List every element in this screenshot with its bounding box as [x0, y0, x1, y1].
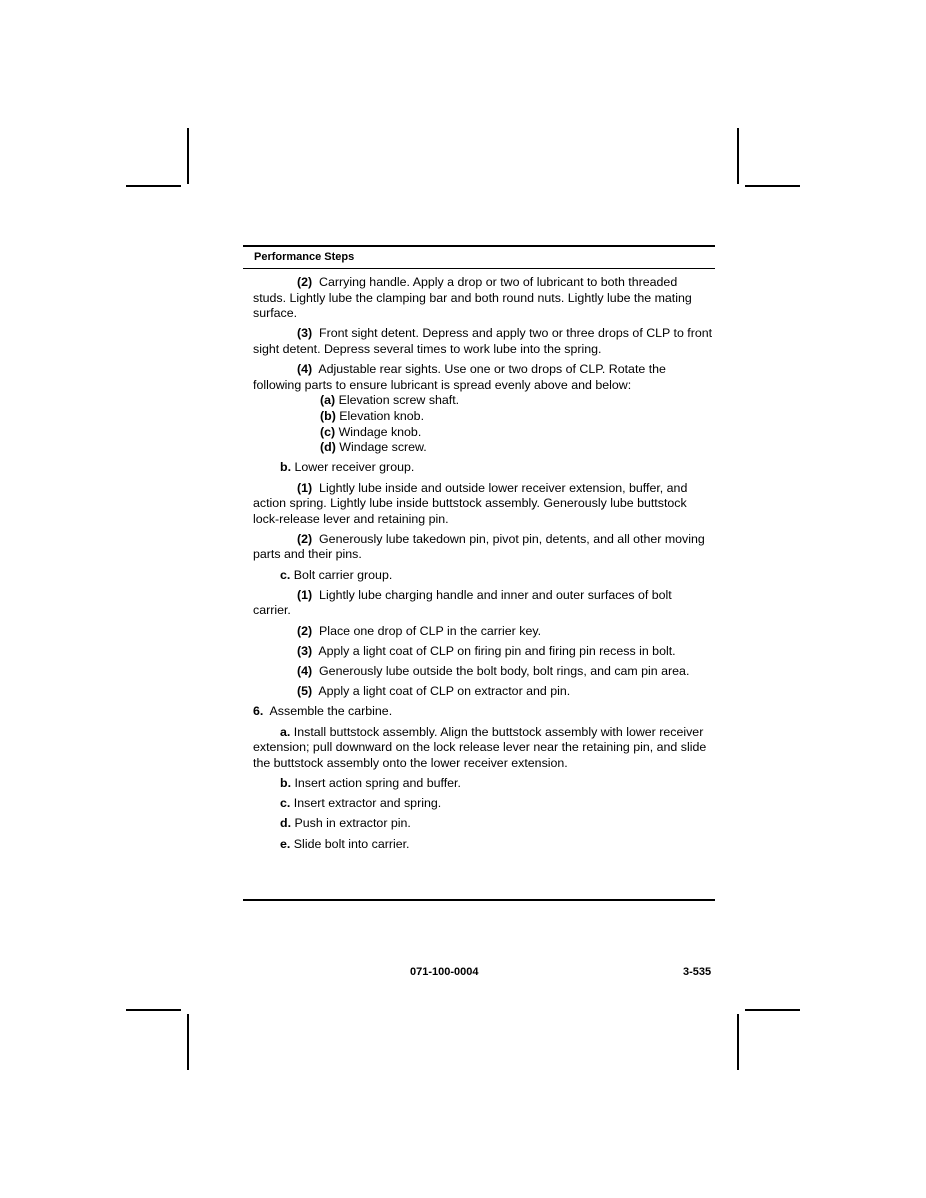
step-paragraph: (5) Apply a light coat of CLP on extractor and pin. — [297, 684, 571, 699]
step-paragraph: (3) Front sight detent. Depress and apply two or three drops of CLP to front sight detent. Depress several times to work lube into the spring. — [253, 326, 713, 356]
task-number: 071-100-0004 — [410, 966, 479, 978]
crop-mark-bottom-right-vertical — [737, 1014, 739, 1070]
page-number: 3-535 — [683, 966, 712, 978]
header-top-rule — [243, 245, 715, 247]
sub-step-item: (d) Windage screw. — [320, 440, 427, 455]
crop-mark-bottom-left-vertical — [187, 1014, 189, 1070]
crop-mark-top-right-vertical — [737, 128, 739, 184]
step-paragraph: (1) Lightly lube inside and outside lower receiver extension, buffer, and action spring. Lightly lube inside buttstock assembly. Generously lube buttstock lock-release lever and retaining pin. — [253, 480, 688, 526]
step-paragraph: (1) Lightly lube charging handle and inner and outer surfaces of bolt carrier. — [253, 587, 672, 618]
sub-step-item: (a) Elevation screw shaft. — [320, 393, 460, 408]
step-heading: 6. Assemble the carbine. — [253, 704, 393, 719]
performance-steps-body — [253, 275, 713, 852]
crop-mark-top-left-vertical — [187, 128, 189, 184]
step-paragraph: (2) Generously lube takedown pin, pivot pin, detents, and all other moving parts and their pins. — [253, 531, 705, 562]
step-paragraph: (3) Apply a light coat of CLP on firing pin and firing pin recess in bolt. — [297, 643, 676, 658]
crop-mark-bottom-left-horizontal — [126, 1009, 181, 1011]
section-header: Performance Steps — [254, 251, 355, 263]
step-paragraph: b. Insert action spring and buffer. — [280, 775, 461, 790]
content-bottom-rule — [243, 899, 715, 901]
step-paragraph: (4) Generously lube outside the bolt body, bolt rings, and cam pin area. — [297, 664, 690, 678]
crop-mark-top-left-horizontal — [126, 185, 181, 187]
header-bottom-rule — [243, 268, 715, 269]
step-paragraph: e. Slide bolt into carrier. — [280, 836, 410, 851]
step-heading: b. Lower receiver group. — [280, 460, 415, 475]
step-paragraph: (4) Adjustable rear sights. Use one or two drops of CLP. Rotate the following parts to ensure lubricant is spread evenly above and below: — [253, 362, 666, 392]
sub-step-item: (c) Windage knob. — [320, 424, 422, 439]
step-paragraph: c. Insert extractor and spring. — [280, 796, 442, 811]
step-heading: c. Bolt carrier group. — [280, 567, 393, 582]
step-paragraph: a. Install buttstock assembly. Align the buttstock assembly with lower receiver extension; pull downward on the lock release lever near the retaining pin, and slide the buttstock assembly onto the lower receiver extension. — [253, 724, 707, 770]
crop-mark-top-right-horizontal — [745, 185, 800, 187]
step-paragraph: (2) Place one drop of CLP in the carrier key. — [297, 623, 542, 638]
sub-step-item: (b) Elevation knob. — [320, 408, 425, 423]
crop-mark-bottom-right-horizontal — [745, 1009, 800, 1011]
step-paragraph: d. Push in extractor pin. — [280, 816, 411, 831]
step-paragraph: (2) Carrying handle. Apply a drop or two of lubricant to both threaded studs. Lightly lube the clamping bar and both round nuts. Lightly lube the mating surface. — [253, 275, 692, 321]
